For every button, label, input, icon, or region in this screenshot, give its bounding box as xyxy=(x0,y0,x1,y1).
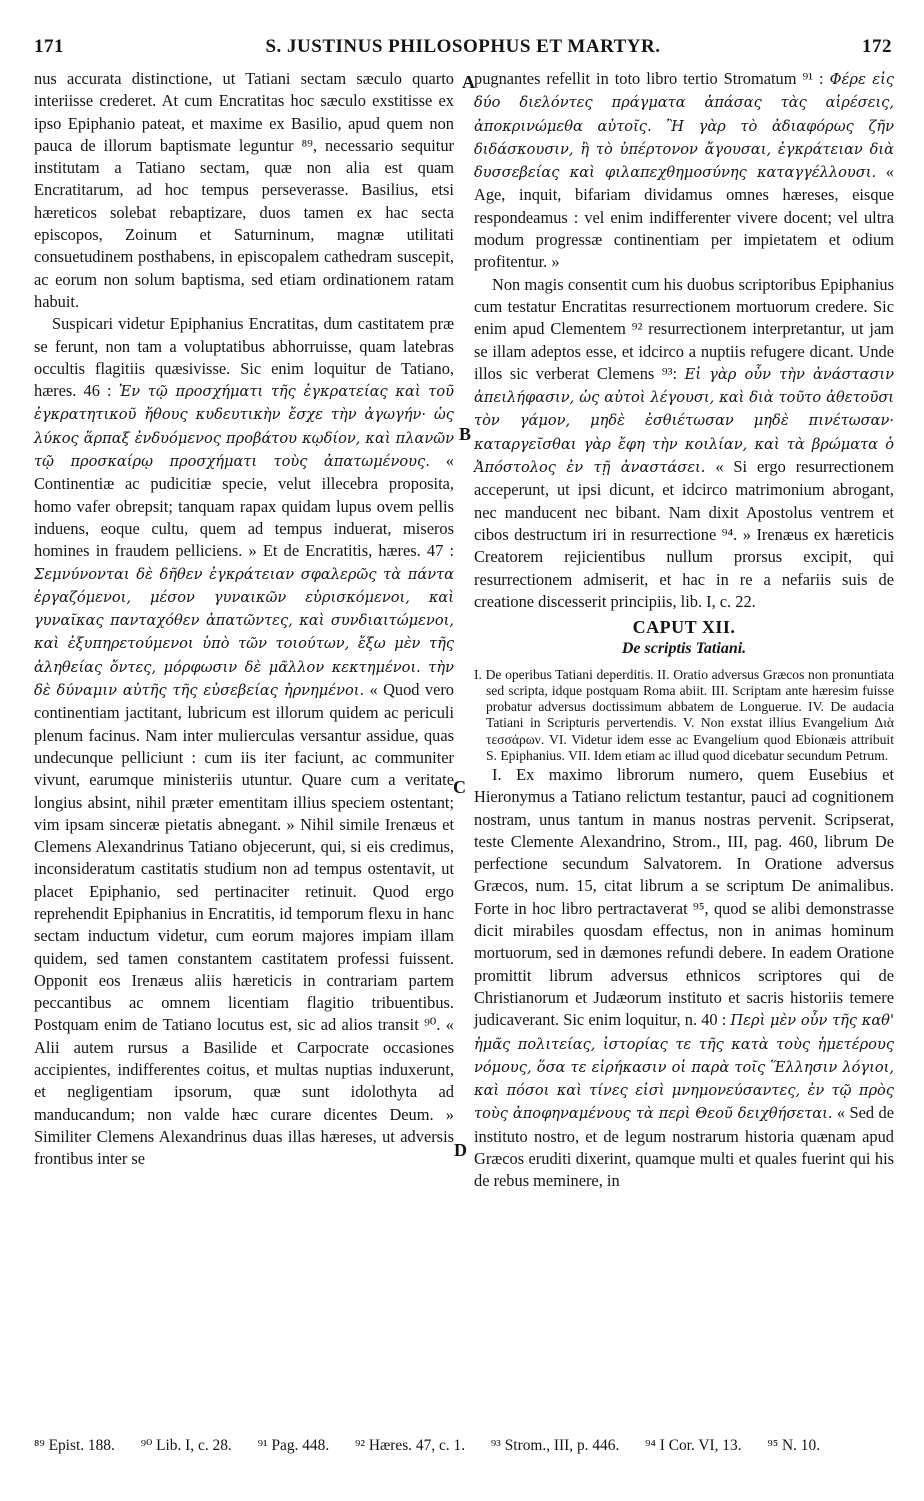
right-paragraph-2-latin-b: « Si ergo resurrectionem acceperunt, ut ipsi dicunt, et idcirco matrimonium abrogant, nec manducent nec bibant. Nam dixit Apostolus ventrem et cibos destructum iri in resurrectione ⁹⁴. » Irenæus ex hæreticis Creatorem rejicientibus nullum prorsus excipit, qui resurrectionem admiserit, et hac in re a nefariis suis de creatione discesserit principiis, lib. I, c. 22. xyxy=(474,457,895,611)
margin-marker-b: B xyxy=(459,424,472,444)
greek-quote-epiphanius-47: Σεμνύνονται δὲ δῆθεν ἐγκράτειαν σφαλερῶς τὰ πάντα ἐργαζόμενοι, μέσον γυναικῶν εὑρισκόμενοι, καὶ γυναῖκας πανταχόθεν ἀπατῶντες, καὶ συνδιαιτώμενοι, καὶ ἐξυπηρετούμενοι ὑπὸ τῶν τοιούτων, ἔξω μὲν τῆς ἀληθείας ὄντες, μόρφωσιν δὲ μᾶλλον κεκτημένοι. τὴν δὲ δύναμιν αὐτῆς τῆς εὐσεβείας ἠρνημένοι. xyxy=(34,565,454,700)
footnote-91: ⁹¹ Pag. 448. xyxy=(257,1437,330,1454)
right-paragraph-1-latin-b: « Age, inquit, bifariam dividamus omnes hæreses, eisque respondeamus : vel enim indifferenter vivere docent; vel ultra modum progressæ continentiam per impietatem et odium profitentur. » xyxy=(474,162,894,272)
chapter-heading: CAPUT XII. xyxy=(632,617,736,638)
footnote-89: ⁸⁹ Epist. 188. xyxy=(34,1437,115,1454)
footnote-93: ⁹³ Strom., III, p. 446. xyxy=(490,1437,620,1454)
right-paragraph-3-latin-b: « Sed de instituto nostro, et de legum nostrarum historia quænam apud Græcos eruditi dixerint, quamque multi et quales fuerint qui his de rebus meminere, in xyxy=(474,1103,894,1191)
greek-quote-epiphanius-46: Ἐν τῷ προσχήματι τῆς ἐγκρατείας καὶ τοῦ ἐγκρατητικοῦ ἤθους κυδευτικὴν ἔσχε τὴν ἀγωγήν· ὡς λύκος ἅρπαξ ἐνδυόμενος προβάτου κῳδίον, καὶ πλανῶν τῷ προσκαίρῳ προσχήματι τοὺς ἀπατωμένους. xyxy=(34,383,454,471)
footnote-92: ⁹² Hæres. 47, c. 1. xyxy=(355,1437,466,1454)
margin-marker-c: C xyxy=(453,777,466,797)
right-paragraph-2 xyxy=(474,274,894,613)
greek-quote-clement-stromata: Φέρε εἰς δύο διελόντες πράγματα ἁπάσας τὰς αἱρέσεις, ἀποκρινώμεθα αὐτοῖς. Ἢ γὰρ τὸ ἀδιαφόρως ζῆν διδάσκουσιν, ἢ τὸ ὑπέρτονον ἄγουσαι, ἐγκράτειαν διὰ δυσσεβείας καὶ φιλαπεχθημοσύνης καταγγέλλουσι. xyxy=(474,71,894,182)
right-paragraph-3 xyxy=(474,764,894,1193)
chapter-subtitle: De scriptis Tatiani. xyxy=(621,640,747,658)
footnote-90: ⁹⁰ Lib. I, c. 28. xyxy=(140,1437,232,1454)
greek-quote-clement-resurrection: Εἰ γὰρ οὖν τὴν ἀνάστασιν ἀπειλήφασιν, ὡς αὐτοὶ λέγουσι, καὶ διὰ τοῦτο ἀθετοῦσι τὸν γάμον, μηδὲ ἐσθιέτωσαν μηδὲ πινέτωσαν· καταργεῖσθαι γὰρ ἔφη τὴν κοιλίαν, καὶ τὰ βρώματα ὁ Ἀπόστολος ἐν τῇ ἀναστάσει. xyxy=(474,365,894,477)
right-paragraph-1 xyxy=(474,68,894,274)
footnote-95: ⁹⁵ N. 10. xyxy=(767,1437,821,1454)
margin-marker-a: A xyxy=(462,72,475,92)
page-number-left: 171 xyxy=(34,36,64,57)
left-paragraph-2 xyxy=(34,313,454,1170)
page-header xyxy=(34,36,892,62)
footnote-94: ⁹⁴ I Cor. VI, 13. xyxy=(645,1437,742,1454)
right-column xyxy=(474,68,894,1193)
footnotes xyxy=(34,1436,892,1456)
greek-quote-tatian-oratio: Περὶ μὲν οὖν τῆς καθ' ἡμᾶς πολιτείας, ἱστορίας τε τῆς κατὰ τοὺς ἡμετέρους νόμους, ὅσα τε εἰρήκασιν οἱ παρὰ τοῖς Ἕλλησιν λόγιοι, καὶ πόσοι καὶ τίνες εἰσὶ μνημονεύσαντες, ἐν τῷ πρὸς τοὺς ἀποφηναμένους τὰ περὶ Θεοῦ δειχθήσεται. xyxy=(474,1012,894,1123)
left-paragraph-2-latin-a: Suspicari videtur Epiphanius Encratitas, dum castitatem præ se ferunt, non tam a voluptatibus abhorruisse, quam latebras occultis flagitiis quæsivisse. Sic enim loquitur de Tatiano, hæres. 46 : xyxy=(34,314,454,401)
left-paragraph-1: nus accurata distinctione, ut Tatiani sectam sæculo quarto interiisse crederet. At cum Encratitas hoc sæculo exstitisse ex ipso Epiphanio pateat, et maxime ex Basilio, apud quem non pauca de illorum baptismate leguntur ⁸⁹, necessario sequitur institutam a Tatiano sectam, quæ non alia est quam Encratitarum, ad hoc tempus perseverasse. Basilius, etsi hæreticos solebat rebaptizare, duos tamen ex hac secta episcopos, Zoinum et Saturninum, magnæ utilitati consuetudinem posthabens, in episcopalem cathedram suscepit, ac eorum non solum baptisma, sed etiam ordinationem ratam habuit. xyxy=(34,69,454,311)
left-column xyxy=(34,68,454,1171)
right-paragraph-1-latin-a: pugnantes refellit in toto libro tertio Stromatum ⁹¹ : xyxy=(474,69,824,88)
left-paragraph-2-latin-c: « Quod vero continentiam jactitant, lubricum est illorum quidem ac periculi plenum facinus. Nam inter mulierculas versantur assidue, quas undecunque pelliciunt : cum iis iter faciunt, ac communiter vivunt, earumque ministeriis utuntur. Quare cum a veritate longius absint, nihil præter ementitam illius speciem ostentant; vim ipsam sinceræ pietatis abnegant. » Nihil simile Irenæus et Clemens Alexandrinus Tatiano objecerunt, qui, si eis credimus, inconsideratum castitatis studium non ad tempus ostentavit, ut placet Epiphanio, sed pertinaciter retinuit. Quod ergo reprehendit Epiphanius in Encratitis, id temporum flexu in hanc sectam inductum videtur, cum eorum majores impiam illam quidem, sed tamen constantem castitatem professi fuissent. Opponit eos Irenæus aliis hæreticis in contrariam partem peccantibus ac omnem licentiam flagitio tribuentibus. Postquam enim de Tatiano locutus est, sic ad alios transit ⁹⁰. « Alii autem rursus a Basilide et Carpocrate occasiones accipientes, indifferentes coitus, et multas nuptias induxerunt, et negligentiam ipsorum, quæ sunt idolothyta ad manducandum; non valde hæc curare dicentes Deum. » Similiter Clemens Alexandrinus duas illas hæreses, ut adversis frontibus inter se xyxy=(34,680,454,1169)
right-paragraph-2-latin-a: Non magis consentit cum his duobus scriptoribus Epiphanius cum testatur Encratitas resurrectionem mortuorum credere. Sic enim apud Clementem ⁹² resurrectionem interpretantur, ut jam se illam adeptos esse, et idcirco a nuptiis refugere dicant. Unde illos sic verberat Clemens ⁹³: xyxy=(474,274,894,383)
left-paragraph-2-latin-b: « Continentiæ ac pudicitiæ specie, velut illecebra proposita, homo vafer obrepsit; tanquam rapax quidam lupus ovem pellis induens, eoque cultu, quem ad tempus induerat, miseros homines in fraudem pelliciens. » Et de Encratitis, hæres. 47 : xyxy=(34,451,454,561)
right-paragraph-3-latin-a: I. Ex maximo librorum numero, quem Eusebius et Hieronymus a Tatiano relictum testantur, pauci ad cognitionem nostram, unus tantum in manus nostras pervenit. Scripserat, teste Clemente Alexandrino, Strom., III, pag. 460, librum De perfectione secundum Salvatorem. In Oratione adversus Græcos, num. 15, citat librum a se scriptum De animalibus. Forte in hoc libro pertractaverat ⁹⁵, quod se alibi demonstrasse dicit mirabiles quosdam effectus, non in animas hominum mortuorum, sed in dæmones refundi debere. In eadem Oratione promittit librum adversus ethnicos scriptores qui de Christianorum et Judæorum instituto et sacris historiis temere judicaverant. Sic enim loquitur, n. 40 : xyxy=(474,764,894,1030)
running-title: S. JUSTINUS PHILOSOPHUS ET MARTYR. xyxy=(265,36,661,57)
page-number-right: 172 xyxy=(862,36,892,57)
margin-marker-d: D xyxy=(454,1140,467,1160)
chapter-summary: I. De operibus Tatiani deperditis. II. Oratio adversus Græcos non pronuntiata sed scripta, idque postquam Roma abiit. III. Scriptam ante hæresim fuisse probatur adversus doctissimum abbatem de Longuerue. IV. De audacia Tatiani in Scripturis pervertendis. V. Non exstat illius Evangelium Διὰ τεσσάρων. VI. Videtur idem esse ac Evangelium quod Ebionæis attribuit S. Epiphanius. VII. Idem etiam ac illud quod dicebatur secundum Petrum. xyxy=(474,666,894,763)
